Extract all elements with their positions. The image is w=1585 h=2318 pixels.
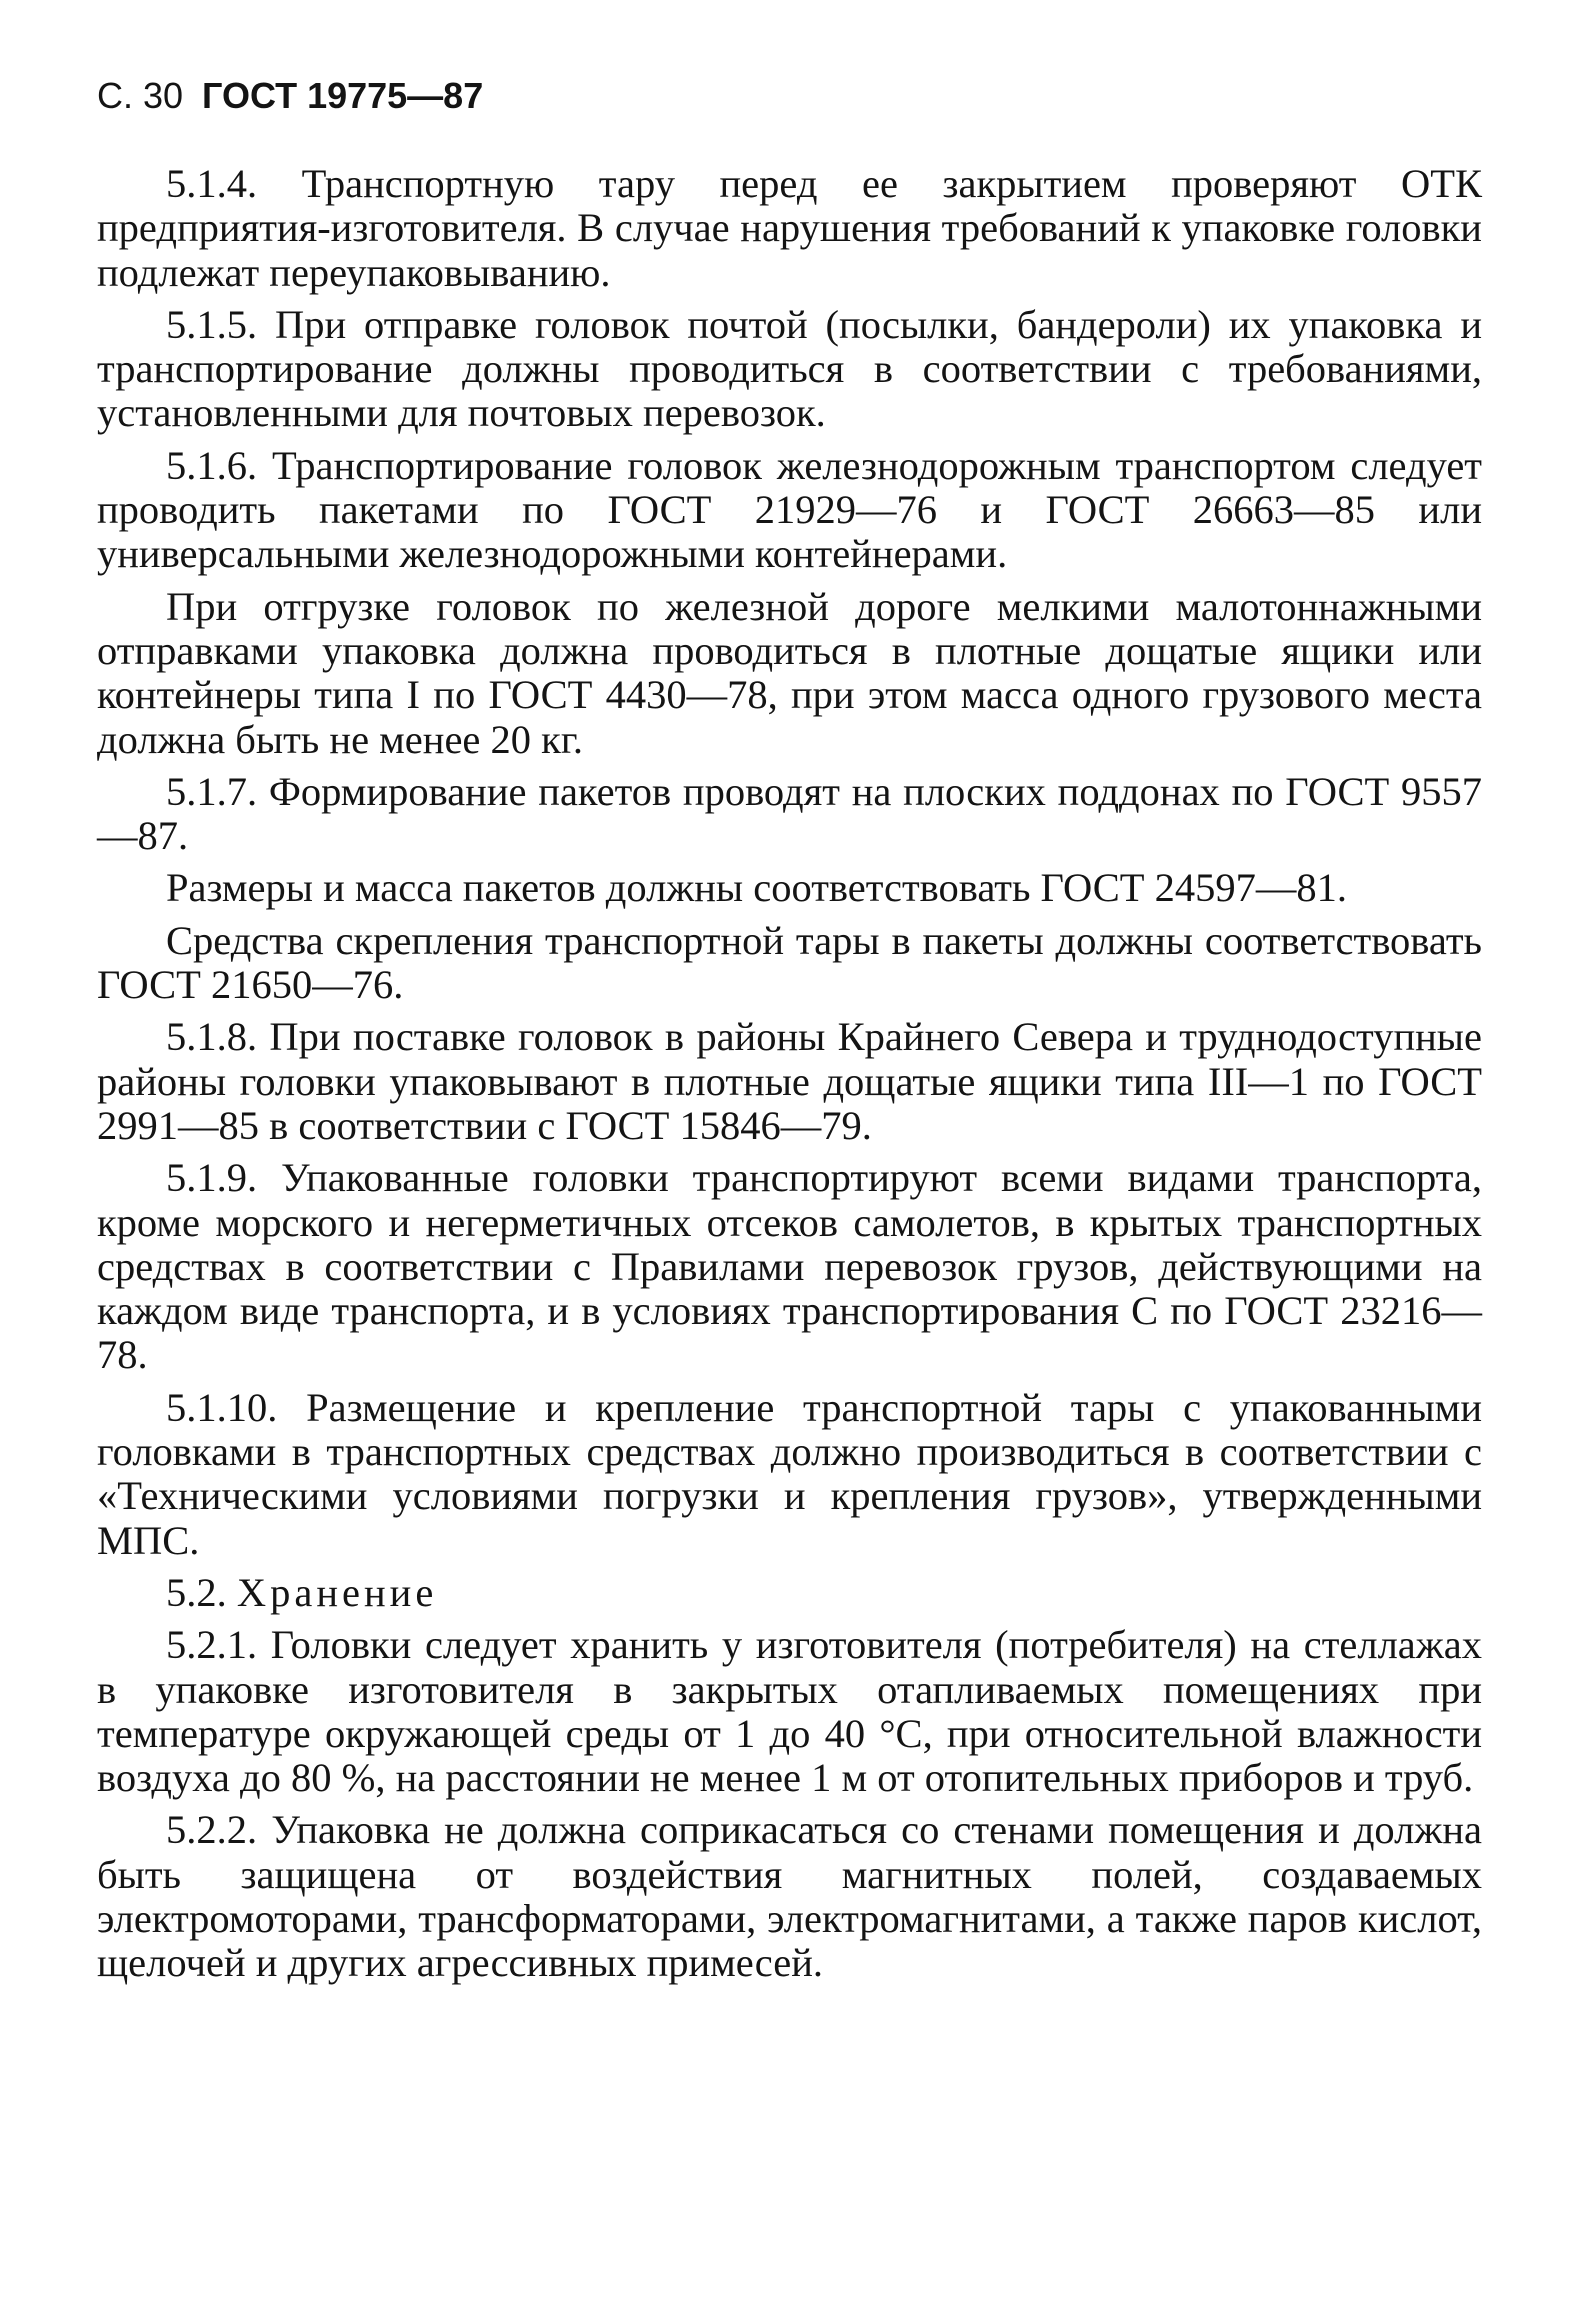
paragraph-5-1-7: 5.1.7. Формирование пакетов проводят на плоских поддонах по ГОСТ 9557—87.: [97, 768, 1482, 859]
document-code: ГОСТ 19775—87: [202, 75, 484, 116]
paragraph-package-dimensions: Размеры и масса пакетов должны соответствовать ГОСТ 24597—81.: [166, 865, 1347, 911]
section-number: 5.2.: [166, 1569, 227, 1615]
paragraph-5-2-2: 5.2.2. Упаковка не должна соприкасаться со стенами помещения и должна быть защищена от воздействия магнитных полей, создаваемых электромоторами, трансформаторами, электромагнитами, а также паров кислот, щелочей и других агрессивных примесей.: [97, 1807, 1482, 1986]
paragraph-5-1-6: 5.1.6. Транспортирование головок железнодорожным транспортом следует проводить пакетами по ГОСТ 21929—76 и ГОСТ 26663—85 или универсальными железнодорожными контейнерами.: [97, 442, 1482, 577]
body-text: [97, 162, 1482, 1994]
page-number: С. 30: [97, 75, 184, 116]
paragraph-rail-shipment: При отгрузке головок по железной дороге мелкими малотоннажными отправками упаковка должна проводиться в плотные дощатые ящики или контейнеры типа I по ГОСТ 4430—78, при этом масса одного грузового места должна быть не менее 20 кг.: [97, 583, 1482, 762]
running-header: [97, 74, 483, 118]
section-title: Хранение: [236, 1569, 438, 1615]
paragraph-5-2-1: 5.2.1. Головки следует хранить у изготовителя (потребителя) на стеллажах в упаковке изготовителя в закрытых отапливаемых помещениях при температуре окружающей среды от 1 до 40 °С, при относительной влажности воздуха до 80 %, на расстоянии не менее 1 м от отопительных приборов и труб.: [97, 1622, 1482, 1801]
paragraph-5-1-8: 5.1.8. При поставке головок в районы Крайнего Севера и труднодоступные районы головки упаковывают в плотные дощатые ящики типа III—1 по ГОСТ 2991—85 в соответствии с ГОСТ 15846—79.: [97, 1014, 1482, 1148]
paragraph-5-1-4: 5.1.4. Транспортную тару перед ее закрытием проверяют ОТК предприятия-изготовителя. В случае нарушения требований к упаковке головки подлежат переупаковыванию.: [97, 161, 1482, 295]
paragraph-fastening: Средства скрепления транспортной тары в пакеты должны соответствовать ГОСТ 21650—76.: [97, 917, 1482, 1008]
paragraph-5-1-10: 5.1.10. Размещение и крепление транспортной тары с упакованными головками в транспортных средствах должно производиться в соответствии с «Техническими условиями погрузки и крепления грузов», утвержденными МПС.: [97, 1384, 1482, 1563]
paragraph-5-1-5: 5.1.5. При отправке головок почтой (посылки, бандероли) их упаковка и транспортирование должны проводиться в соответствии с требованиями, установленными для почтовых перевозок.: [97, 301, 1482, 436]
section-heading-storage: [97, 1571, 1482, 1615]
paragraph-5-1-9: 5.1.9. Упакованные головки транспортируют всеми видами транспорта, кроме морского и негерметичных отсеков самолетов, в крытых транспортных средствах в соответствии с Правилами перевозок грузов, действующими на каждом виде транспорта, и в условиях транспортирования С по ГОСТ 23216—78.: [97, 1155, 1482, 1378]
